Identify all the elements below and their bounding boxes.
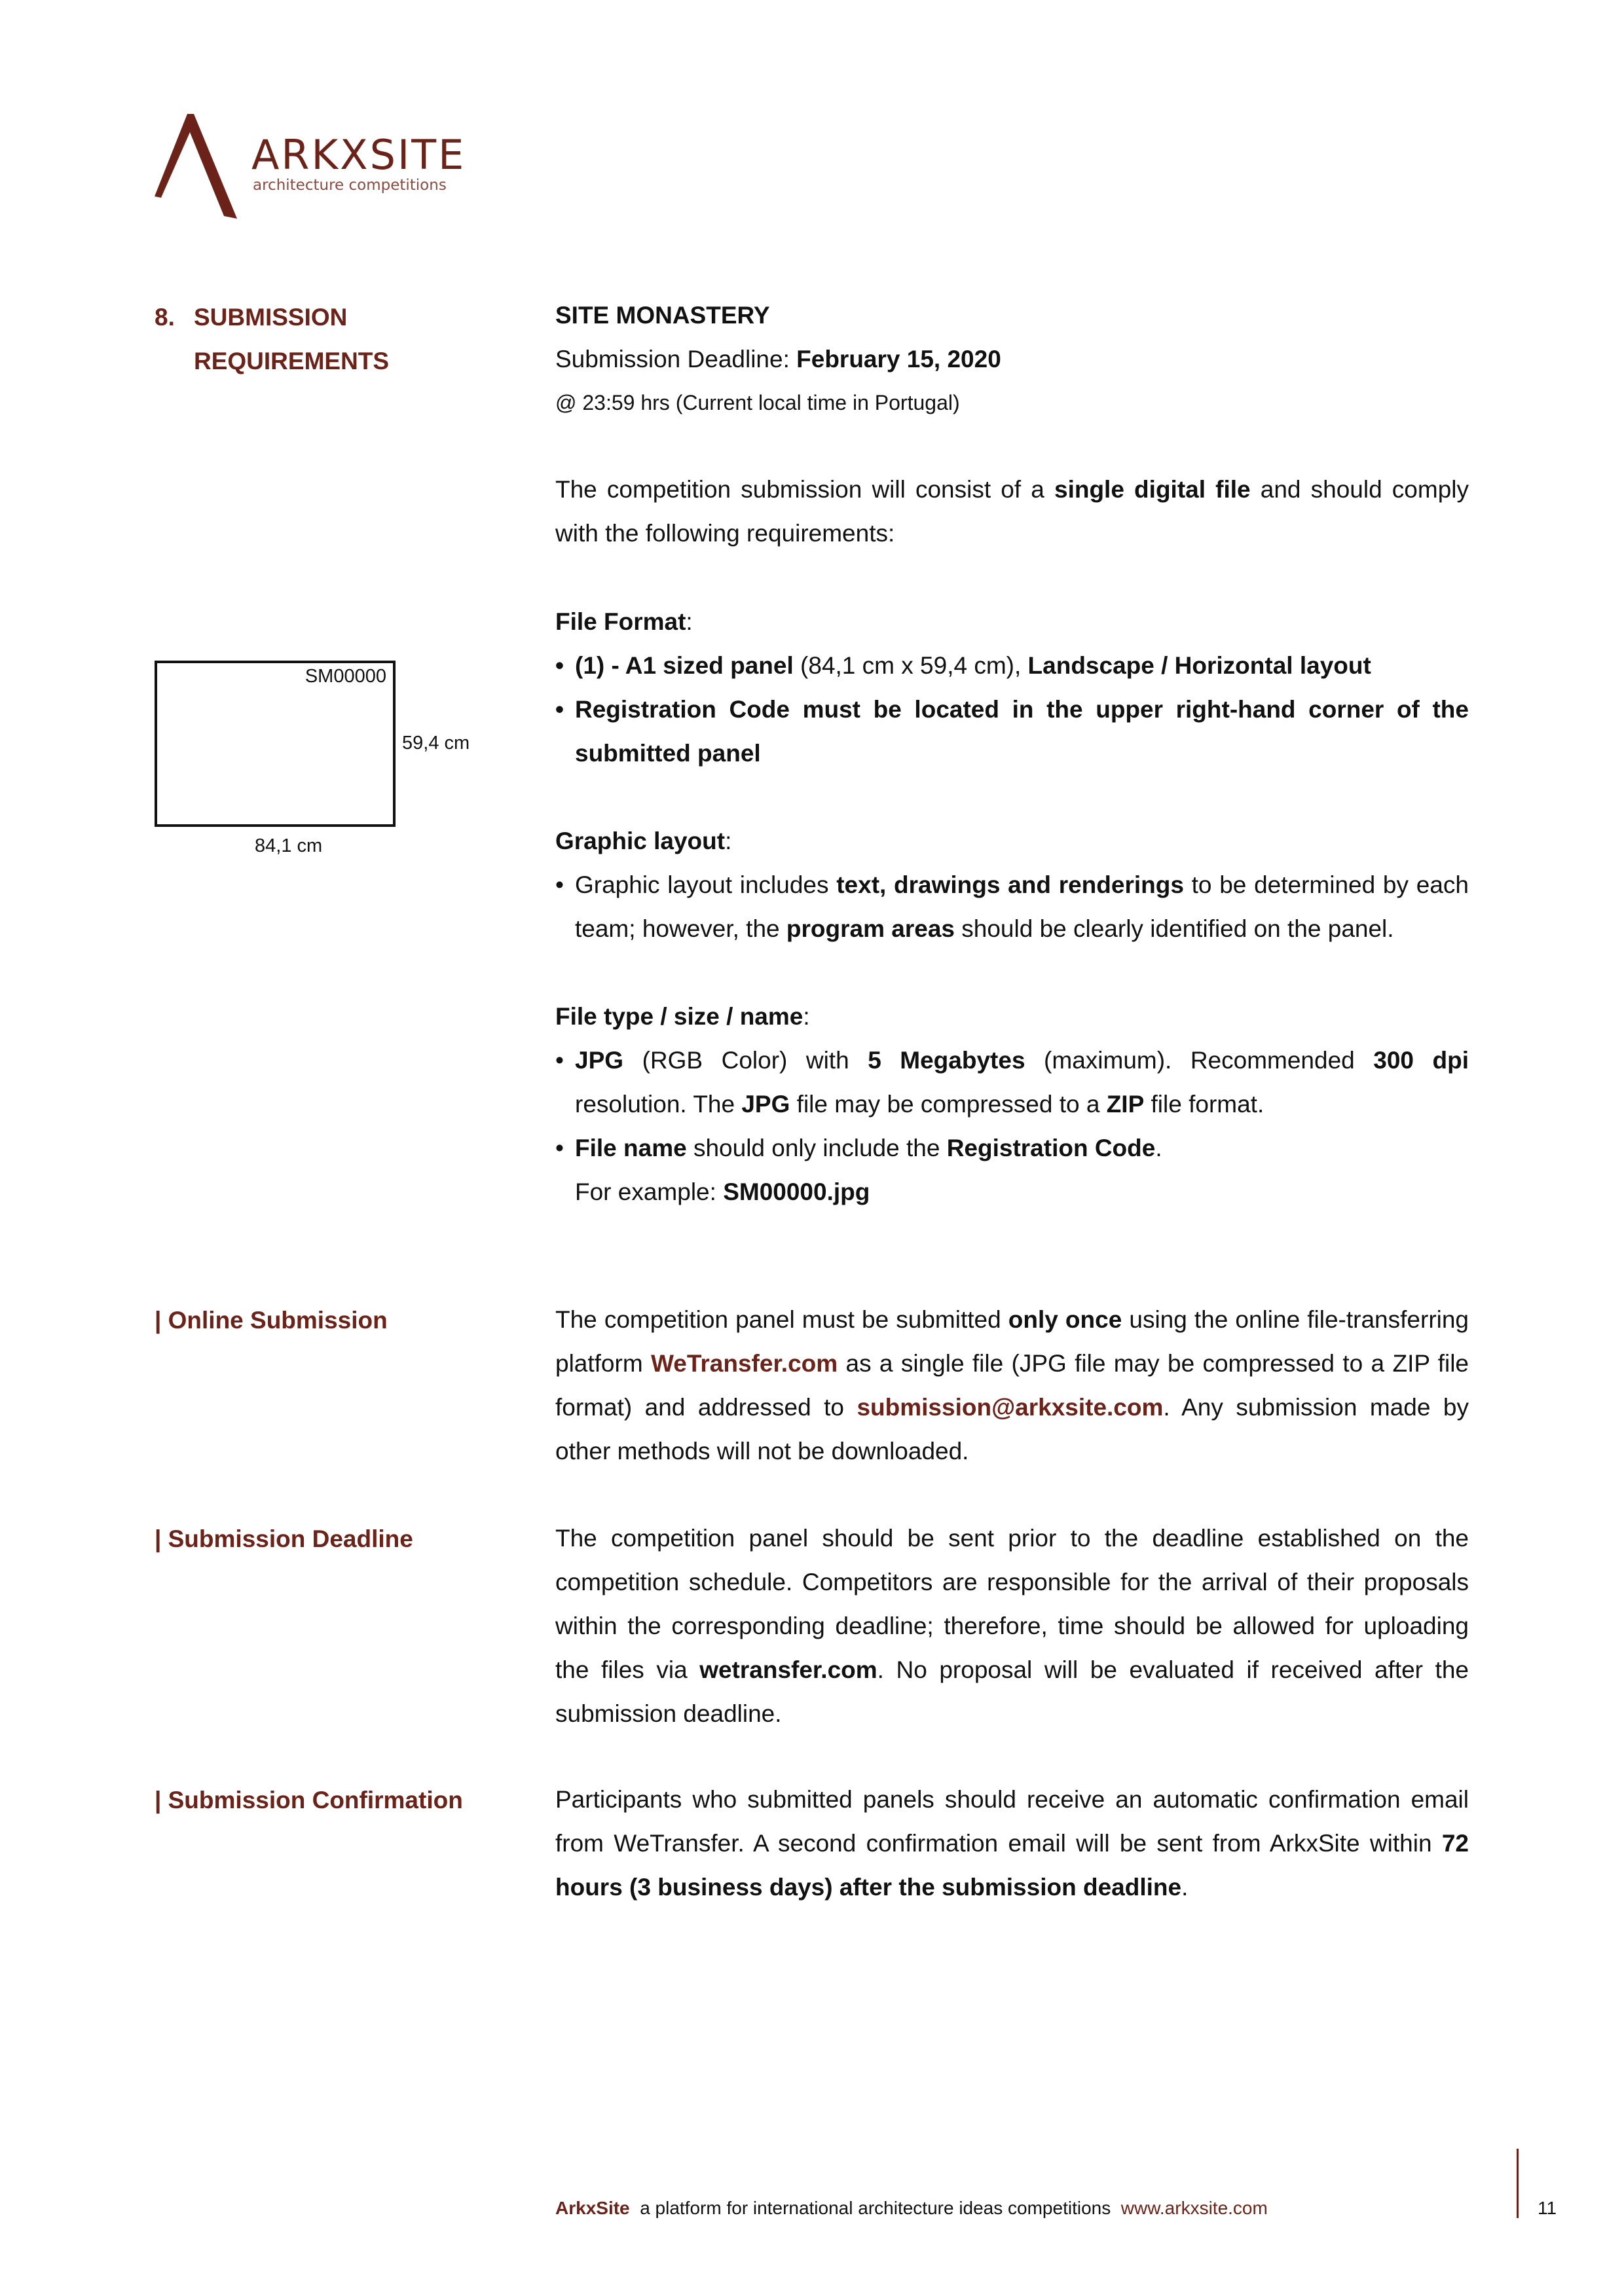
- graphic-layout-bullet: • Graphic layout includes text, drawings and renderings to be determined by each team; however, the program areas should be clearly identified on the panel.: [555, 863, 1469, 951]
- file-format-block: [555, 600, 1469, 775]
- section-title-line2: REQUIREMENTS: [194, 348, 390, 374]
- footer-tagline: a platform for international architecture ideas competitions: [640, 2198, 1111, 2218]
- graphic-layout-block: [555, 819, 1469, 951]
- file-type-block: [555, 994, 1469, 1214]
- file-type-bullet-2: • File name should only include the Registration Code.: [555, 1126, 1469, 1170]
- footer-brand: ArkxSite: [555, 2198, 630, 2218]
- panel-code-label: SM00000: [304, 666, 386, 687]
- submission-deadline-heading: | Submission Deadline: [155, 1525, 413, 1552]
- section-title-line1: SUBMISSION: [194, 304, 348, 331]
- file-type-heading: File type / size / name:: [555, 1003, 810, 1030]
- file-type-bullet-1: • JPG (RGB Color) with 5 Megabytes (maximum). Recommended 300 dpi resolution. The JPG file may be compressed to a ZIP file format.: [555, 1038, 1469, 1126]
- wetransfer-mention: wetransfer.com: [699, 1656, 877, 1683]
- site-name: SITE MONASTERY: [555, 302, 770, 329]
- logo-tagline: architecture competitions: [253, 177, 447, 194]
- intro-block: [555, 293, 1469, 555]
- intro-paragraph: The competition submission will consist of a single digital file and should comply with the following requirements:: [555, 476, 1469, 547]
- submission-confirmation-text: Participants who submitted panels should receive an automatic confirmation email from WeTransfer. A second confirmation email will be sent from ArkxSite within 72 hours (3 business days) after the submission deadline.: [555, 1786, 1469, 1901]
- deadline-line: [555, 337, 1469, 381]
- file-format-bullet-2: • Registration Code must be located in the upper right-hand corner of the submitted panel: [555, 687, 1469, 775]
- submission-confirmation-heading: | Submission Confirmation: [155, 1787, 463, 1813]
- page-number: 11: [1538, 2198, 1557, 2218]
- wetransfer-link[interactable]: WeTransfer.com: [651, 1350, 838, 1377]
- submission-deadline-text: The competition panel should be sent prior to the deadline established on the competition schedule. Competitors are responsible for the arrival of their proposals within the corresponding deadline; therefore, time should be allowed for uploading the files via wetransfer.com. No proposal will be evaluated if received after the submission deadline.: [555, 1525, 1469, 1727]
- submission-email-link[interactable]: submission@arkxsite.com: [857, 1394, 1164, 1421]
- arkxsite-logo-mark: [153, 114, 238, 219]
- file-format-bullet-1: • (1) - A1 sized panel (84,1 cm x 59,4 cm), Landscape / Horizontal layout: [555, 644, 1469, 687]
- deadline-date: February 15, 2020: [796, 346, 1001, 373]
- section-number: 8.: [155, 304, 175, 331]
- footer-divider: [1517, 2149, 1519, 2218]
- file-name-example: For example: SM00000.jpg: [575, 1178, 870, 1205]
- footer: [555, 2198, 1268, 2219]
- online-submission-heading: | Online Submission: [155, 1307, 388, 1334]
- panel-height-label: 59,4 cm: [402, 733, 470, 754]
- file-format-heading: File Format:: [555, 608, 693, 635]
- footer-url[interactable]: www.arkxsite.com: [1120, 2198, 1268, 2218]
- online-submission-text: The competition panel must be submitted only once using the online file-transferring platform WeTransfer.com as a single file (JPG file may be compressed to a ZIP file format) and addressed to submission@arkxsite.com. Any submission made by other methods will not be downloaded.: [555, 1306, 1469, 1465]
- logo-wordmark: ARKXSITE: [251, 131, 466, 179]
- panel-width-label: 84,1 cm: [255, 835, 323, 856]
- deadline-time: @ 23:59 hrs (Current local time in Portugal): [555, 391, 960, 414]
- graphic-layout-heading: Graphic layout:: [555, 828, 732, 854]
- panel-diagram: [155, 661, 396, 827]
- deadline-label: Submission Deadline:: [555, 346, 797, 373]
